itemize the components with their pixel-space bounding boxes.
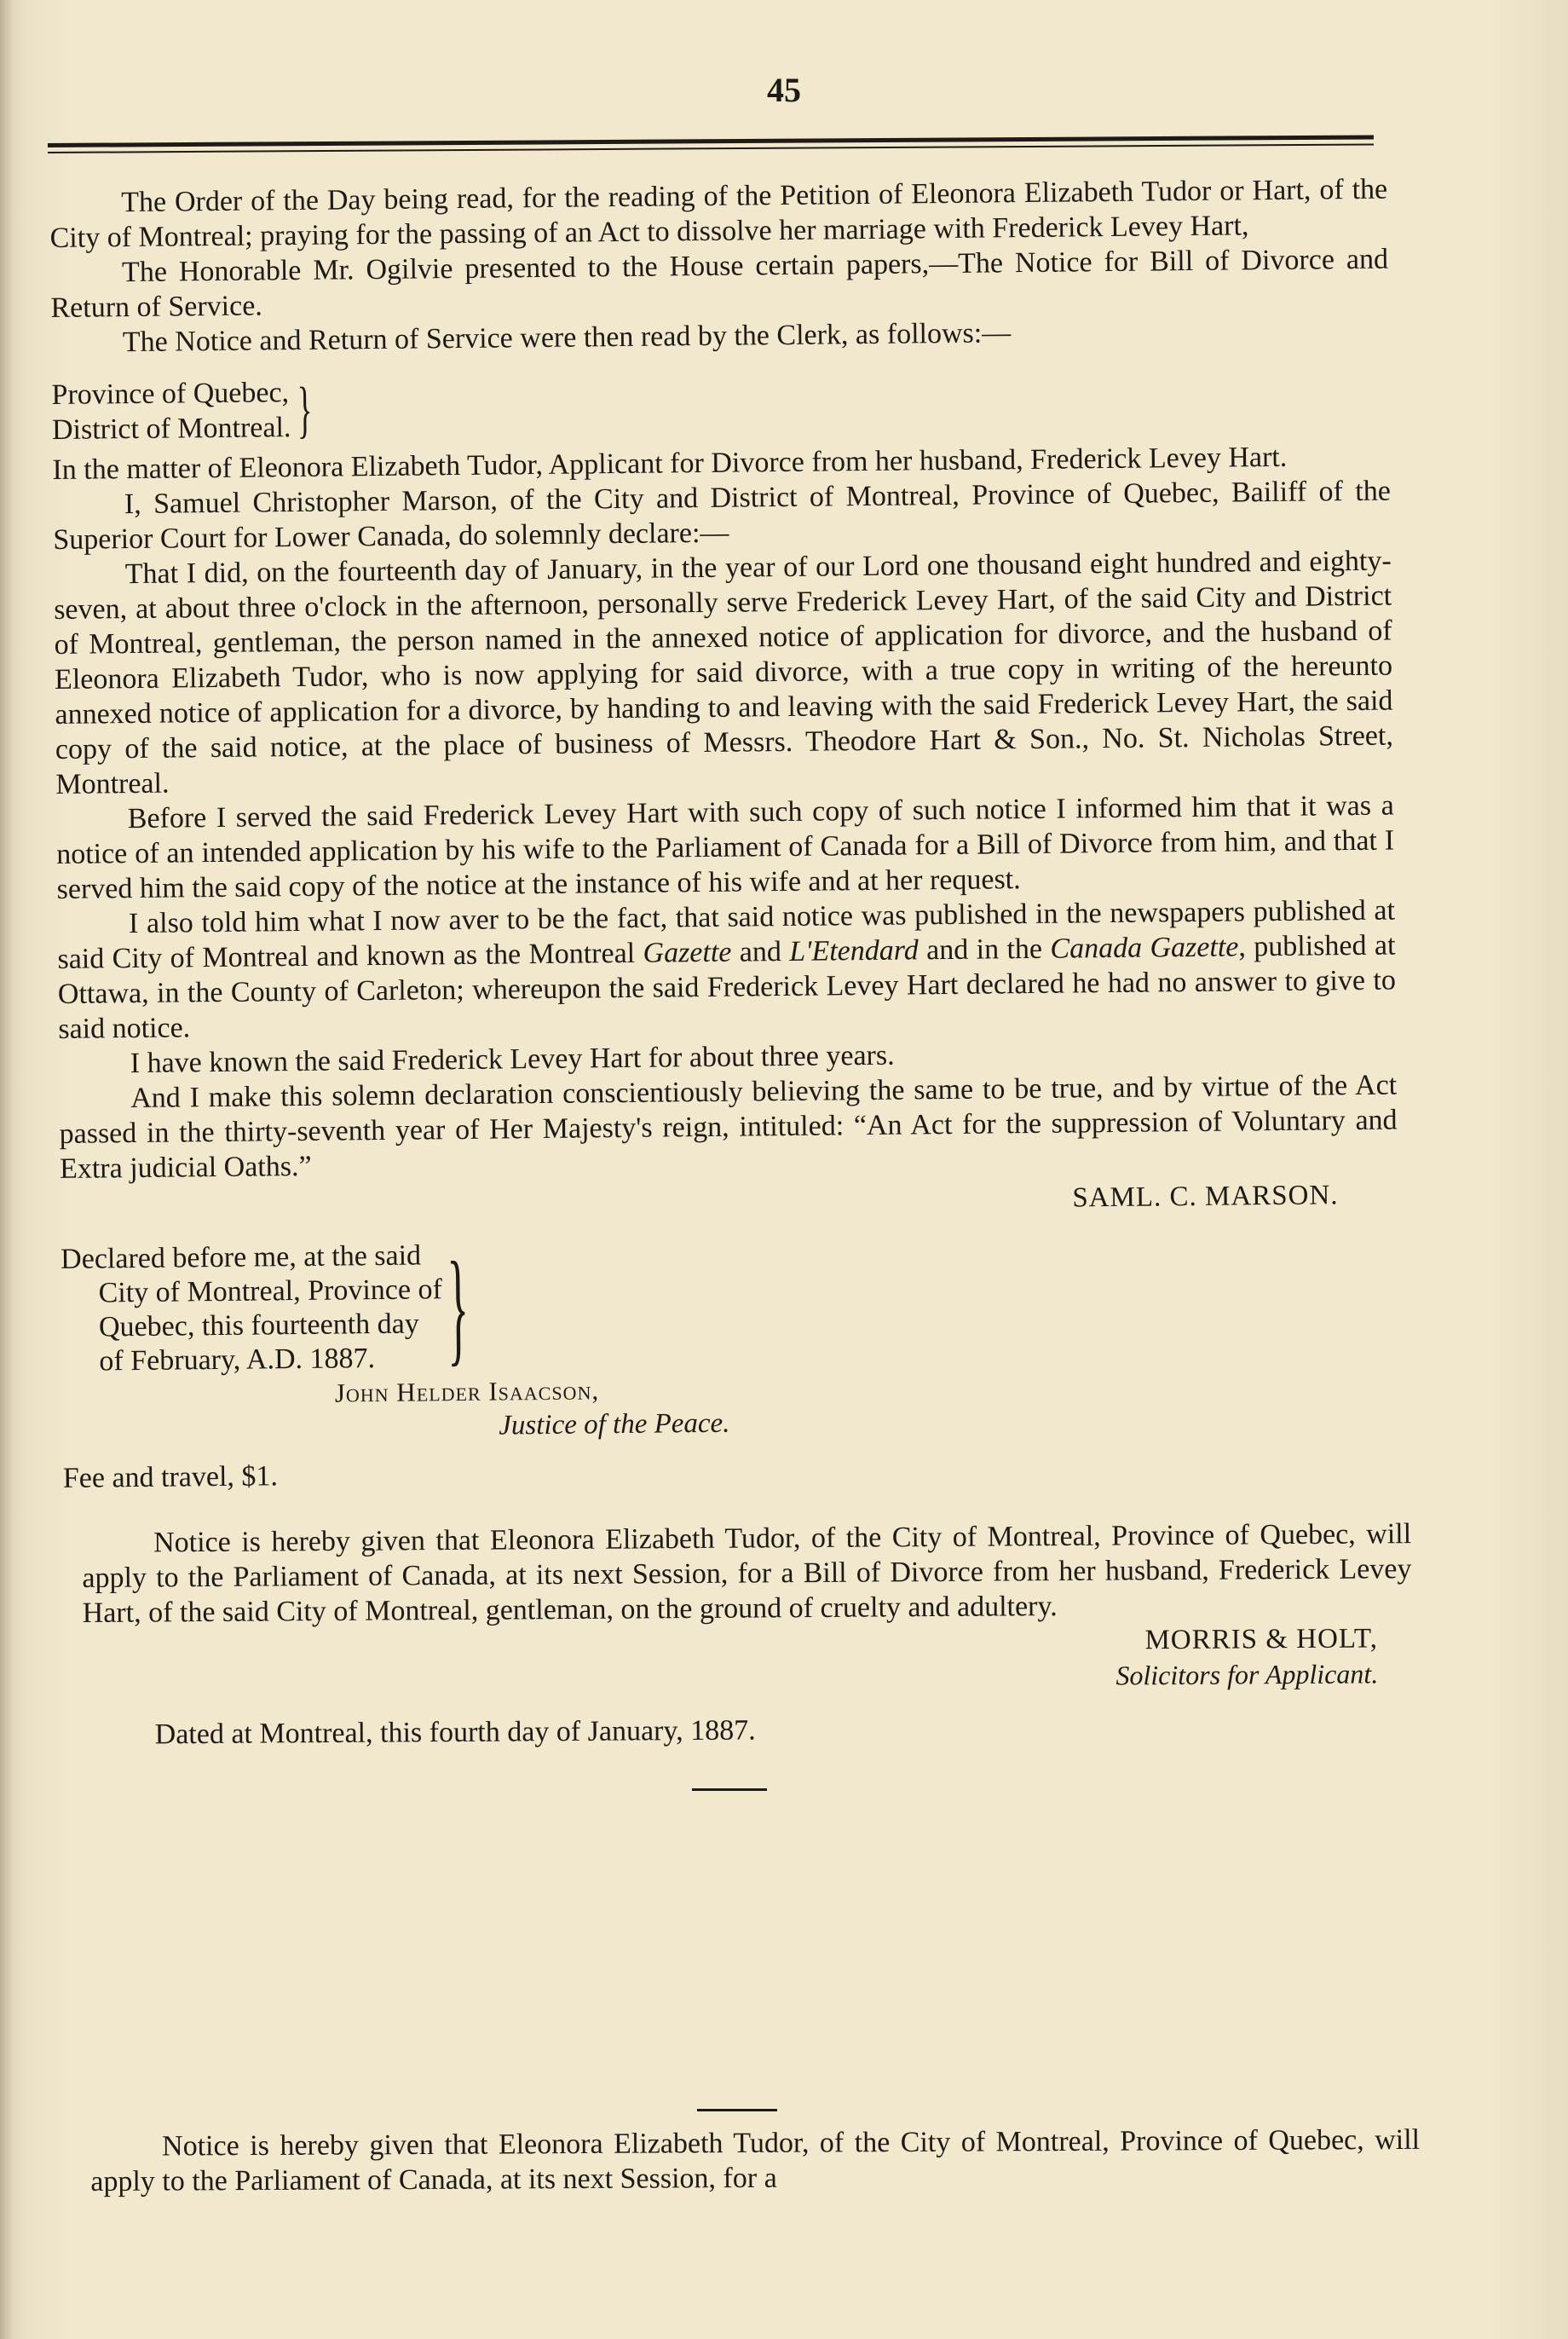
- declaration-paragraph-5: I have known the said Frederick Levey Hart for about three years.: [130, 1039, 895, 1080]
- declaration-paragraph-1: I, Samuel Christopher Marson, of the City and District of Montreal, Province of Quebec, Bailiff of the Superior Court for Lower Canada, do solemnly declare:—: [53, 475, 1392, 556]
- binding-shadow: [0, 0, 14, 2339]
- header-rule: [48, 135, 1374, 155]
- caption-brace: }: [297, 374, 314, 445]
- jurat-block: [61, 1228, 1400, 1378]
- jurat-line-2: City of Montreal, Province of: [98, 1273, 442, 1309]
- p4-text-b: and in the: [918, 933, 1051, 967]
- intro-paragraph-3: The Notice and Return of Service were then read by the Clerk, as follows:—: [122, 317, 1012, 359]
- notice-1-dated: Dated at Montreal, this fourth day of January, 1887.: [154, 1714, 756, 1751]
- matter-heading: In the matter of Eleonora Elizabeth Tudor, Applicant for Divorce from her husband, Frederick Levey Hart.: [52, 441, 1288, 486]
- solicitor-title: Solicitors for Applicant.: [1115, 1658, 1379, 1691]
- p4-and: and: [731, 935, 790, 968]
- p4-text-a: I also told him what I now aver to be the fact, that said notice was published in the newspapers published at said City of Montreal and known as the Montreal: [57, 894, 1396, 975]
- jurat-brace: }: [447, 1235, 470, 1378]
- declaration-paragraph-3: Before I served the said Frederick Levey Hart with such copy of such notice I informed him that it was a notice of an intended application by his wife to the Parliament of Canada for a Bill of Divorce from him, and that I served him the said copy of the notice at the instance of his wife and at her request.: [56, 789, 1395, 905]
- p4-gazette: Gazette: [643, 936, 732, 969]
- p4-etendard: L'Etendard: [789, 934, 919, 967]
- jurat-lines: [61, 1239, 443, 1379]
- justice-name: John Helder Isaacson,: [334, 1375, 600, 1408]
- notice-1-body: Notice is hereby given that Eleonora Elizabeth Tudor, of the City of Montreal, Province of Quebec, will apply to the Parliament of Canada, at its next Session, for a Bill of Divorce from her husband, Frederick Levey Hart, of the said City of Montreal, gentleman, on the ground of cruelty and adultery.: [82, 1518, 1412, 1629]
- justice-title: Justice of the Peace.: [499, 1407, 730, 1441]
- page-number: 45: [767, 71, 801, 109]
- p4-canada-gazette: Canada Gazette: [1050, 931, 1239, 965]
- solicitor-firm: MORRIS & HOLT,: [1144, 1623, 1379, 1656]
- caption-province: Province of Quebec,: [51, 377, 290, 411]
- intro-paragraph-1: The Order of the Day being read, for the reading of the Petition of Eleonora Elizabeth Tudor or Hart, of the City of Montreal; praying for the passing of an Act to dissolve her marriage with Frederick Levey Hart,: [49, 173, 1388, 254]
- fee-line: Fee and travel, $1.: [62, 1460, 279, 1494]
- intro-paragraph-2: The Honorable Mr. Ogilvie presented to the House certain papers,—The Notice for Bill of Divorce and Return of Service.: [50, 243, 1389, 324]
- notice-block-2: [90, 2122, 1420, 2199]
- caption-district: District of Montreal.: [51, 412, 291, 446]
- declaration-paragraph-2: That I did, on the fourteenth day of January, in the year of our Lord one thousand eight hundred and eighty-seven, at about three o'clock in the afternoon, personally serve Frederick Levey Hart, of the said City and District of Montreal, gentleman, the person named in the annexed notice of application for divorce, and the husband of Eleonora Elizabeth Tudor, who is now applying for said divorce, with a true copy in writing of the hereunto annexed notice of application for a divorce, by handing to and leaving with the said Frederick Levey Hart, the said copy of the said notice, at the place of business of Messrs. Theodore Hart & Son., No. St. Nicholas Street, Montreal.: [54, 545, 1394, 800]
- jurat-line-4: of February, A.D. 1887.: [99, 1343, 376, 1377]
- section-divider-2: [697, 2109, 777, 2111]
- declaration-paragraph-4: [57, 893, 1397, 1047]
- court-caption: [51, 364, 1390, 448]
- p4-text-c: , published at Ottawa, in the County of Carleton; whereupon the said Frederick Levey Hart declared he had no answer to give to said notice.: [57, 929, 1397, 1045]
- main-text-block: [49, 172, 1401, 1496]
- jurat-line-1: Declared before me, at the said: [60, 1239, 422, 1275]
- declarant-signature: SAML. C. MARSON.: [1072, 1180, 1339, 1214]
- caption-lines: [51, 375, 291, 448]
- section-divider-1: [692, 1788, 767, 1791]
- jurat-line-3: Quebec, this fourteenth day: [98, 1308, 419, 1343]
- notice-block-1: [82, 1516, 1413, 1753]
- notice-2-body: Notice is hereby given that Eleonora Elizabeth Tudor, of the City of Montreal, Province of Quebec, will apply to the Parliament of Canada, at its next Session, for a: [90, 2123, 1421, 2198]
- declaration-paragraph-6: And I make this solemn declaration conscientiously believing the same to be true, and by virtue of the Act passed in the thirty-seventh year of Her Majesty's reign, intituled: “An Act for the suppression of Voluntary and Extra judicial Oaths.”: [59, 1069, 1398, 1185]
